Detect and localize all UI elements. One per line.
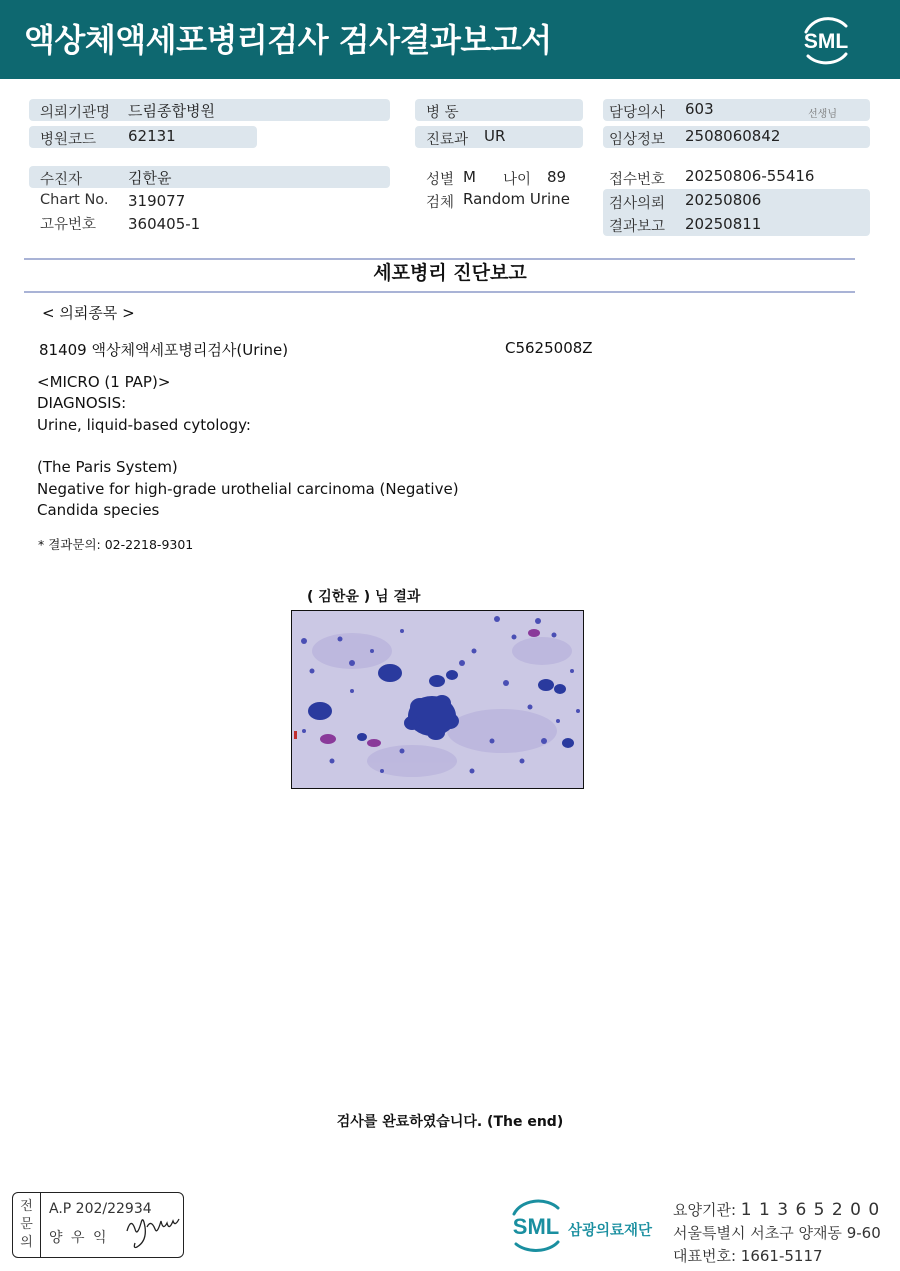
stamp-char: 의 [20, 1235, 33, 1250]
receipt-value: 20250806-55416 [685, 167, 815, 185]
signature-icon [123, 1207, 183, 1251]
diagnosis-line: Candida species [37, 501, 160, 519]
divider-bottom [24, 291, 855, 293]
doctor-label: 담당의사 [609, 105, 666, 121]
institution-value: 드림종합병원 [128, 102, 215, 120]
report-date-value: 20250811 [685, 215, 762, 233]
request-items-header: < 의뢰종목 > [42, 304, 135, 322]
request-date-value: 20250806 [685, 191, 762, 209]
hospital-code-value: 62131 [128, 127, 176, 145]
inquiry-phone: * 결과문의: 02-2218-9301 [38, 537, 194, 552]
pathologist-license: A.P 202/22934 [49, 1201, 152, 1217]
receipt-label: 접수번호 [609, 172, 666, 188]
age-value: 89 [547, 168, 567, 186]
department-value: UR [484, 127, 506, 145]
diagnosis-line: Negative for high-grade urothelial carcinoma (Negative) [37, 480, 459, 498]
sex-label: 성별 [426, 172, 455, 188]
footer-phone [673, 1245, 823, 1266]
patient-label: 수진자 [40, 172, 83, 188]
institution-code [673, 1199, 880, 1220]
unique-id-label: 고유번호 [40, 217, 97, 233]
institution-code-value: 1 1 3 6 5 2 0 0 [740, 1200, 881, 1220]
section-title: 세포병리 진단보고 [373, 262, 527, 284]
ward-label: 병 동 [426, 105, 459, 121]
cytology-image [291, 610, 584, 789]
test-item: 81409 액상체액세포병리검사(Urine) [39, 341, 289, 359]
chart-no-value: 319077 [128, 192, 186, 210]
institution-code-label: 요양기관: [673, 1201, 737, 1219]
sml-foundation-logo-icon [508, 1198, 668, 1256]
pathologist-name: 양 우 익 [49, 1230, 109, 1246]
stamp-char: 전 [20, 1199, 33, 1214]
header-logo-text: SML [803, 30, 849, 53]
footer-logo-text: SML [512, 1214, 560, 1239]
footer-phone-label: 대표번호: [673, 1247, 737, 1265]
chart-no-label: Chart No. [40, 192, 109, 208]
age-label: 나이 [503, 172, 532, 188]
image-caption: ( 김한윤 ) 님 결과 [307, 589, 421, 605]
diagnosis-line: DIAGNOSIS: [37, 394, 127, 412]
clinical-label: 임상정보 [609, 132, 666, 148]
test-code: C5625008Z [505, 339, 593, 357]
patient-field-bg [29, 166, 390, 188]
institution-label: 의뢰기관명 [40, 105, 111, 121]
specimen-value: Random Urine [463, 190, 570, 208]
footer-phone-value: 1661-5117 [740, 1247, 823, 1265]
foundation-name: 삼광의료재단 [568, 1223, 653, 1239]
sml-logo-icon [796, 12, 856, 68]
stamp-side-label [13, 1193, 41, 1257]
request-date-label: 검사의뢰 [609, 196, 666, 212]
doctor-value: 603 [685, 100, 714, 118]
pathologist-stamp [12, 1192, 184, 1258]
patient-name: 김한윤 [128, 169, 172, 187]
diagnosis-line: Urine, liquid-based cytology: [37, 416, 251, 434]
diagnosis-line: <MICRO (1 PAP)> [37, 373, 171, 391]
report-title: 액상체액세포병리검사 검사결과보고서 [24, 21, 552, 59]
sex-value: M [463, 168, 476, 186]
specimen-label: 검체 [426, 195, 455, 211]
report-header [0, 0, 900, 79]
hospital-code-label: 병원코드 [40, 132, 97, 148]
department-label: 진료과 [426, 132, 469, 148]
footer-logo [508, 1198, 668, 1260]
doctor-suffix: 선생님 [808, 109, 837, 120]
end-message: 검사를 완료하였습니다. (The end) [336, 1114, 564, 1130]
unique-id-value: 360405-1 [128, 215, 201, 233]
footer-address: 서울특별시 서초구 양재동 9-60 [673, 1224, 881, 1242]
report-date-label: 결과보고 [609, 219, 666, 235]
diagnosis-line: (The Paris System) [37, 458, 178, 476]
stamp-char: 문 [20, 1217, 33, 1232]
clinical-value: 2508060842 [685, 127, 781, 145]
